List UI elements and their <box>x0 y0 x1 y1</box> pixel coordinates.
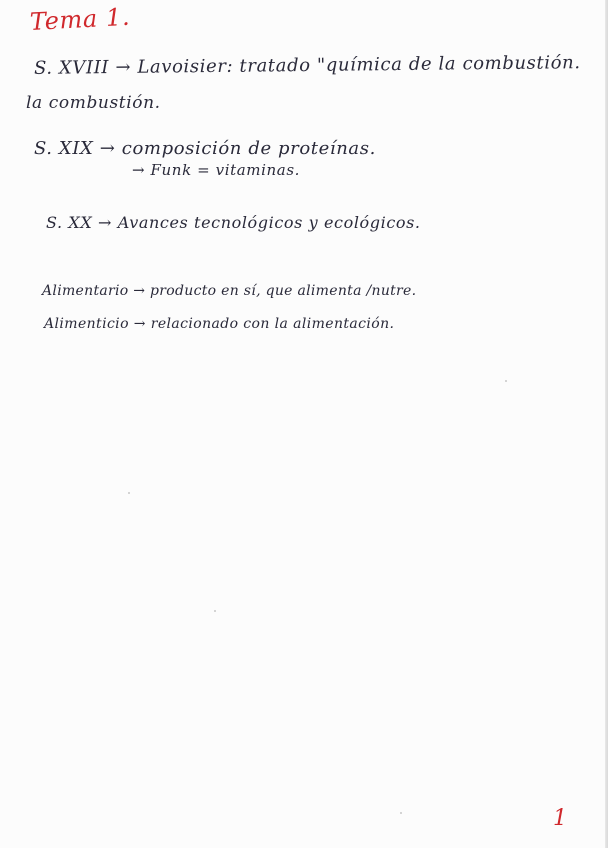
note-line-6: Alimentario → producto en sí, que alimenta /nutre. <box>42 283 417 299</box>
paper-speck <box>214 610 216 612</box>
paper-speck <box>400 812 402 814</box>
page-number: 1 <box>553 806 568 831</box>
paper-speck <box>128 492 130 494</box>
note-line-4: → Funk = vitaminas. <box>132 161 300 179</box>
note-line-3: S. XIX → composición de proteínas. <box>34 138 376 159</box>
note-line-2: la combustión. <box>26 93 161 113</box>
paper-speck <box>505 380 507 382</box>
note-title: Tema 1. <box>29 2 131 36</box>
note-line-5: S. XX → Avances tecnológicos y ecológicos. <box>46 213 421 232</box>
note-line-1: S. XVIII → Lavoisier: tratado "química de la combustión. <box>33 52 581 79</box>
note-line-7: Alimenticio → relacionado con la alimentación. <box>44 316 395 332</box>
